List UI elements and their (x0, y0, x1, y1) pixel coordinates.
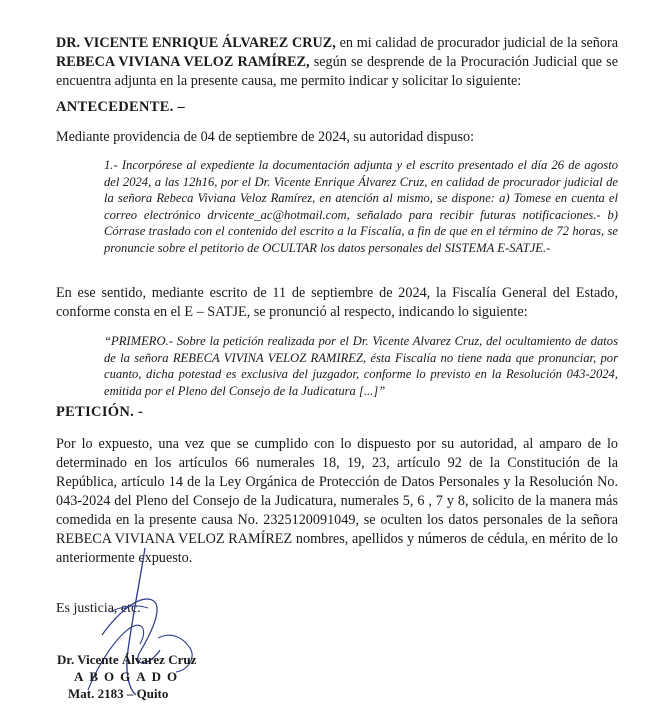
signatory-title: ABOGADO (74, 669, 184, 684)
signatory-name: Dr. Vicente Álvarez Cruz (57, 652, 197, 667)
signatory-registration: Mat. 2183 – Quito (68, 686, 169, 701)
lawyer-name: DR. VICENTE ENRIQUE ÁLVAREZ CRUZ, (56, 35, 336, 51)
peticion-heading: PETICIÓN. - (56, 404, 144, 420)
peticion-paragraph: Por lo expuesto, una vez que se cumplido con lo dispuesto por su autoridad, al amparo de lo determinado en los artículos 66 numerales 18, 19, 23, artículo 92 de la Constitución de la República, artículo 14 de la Ley Orgánica de Protección de Datos Personales y la Resolución No. 043-2024 del Pleno del Consejo de la Judicatura, numerales 5, 6 , 7 y 8, solicito de la manera más comedida en la presente causa No. 2325120091049, se oculten los datos personales de la señora REBECA VIVIANA VELOZ RAMÍREZ nombres, apellidos y números de cédula, en mérito de lo anteriormente expuesto. (56, 436, 618, 566)
intro-text-2: según se desprende de la Procuración Judicial que se encuentra adjunta en la presente causa, me permito indicar y solicitar lo siguiente: (56, 54, 618, 89)
antecedente-heading: ANTECEDENTE. – (56, 99, 186, 115)
client-name: REBECA VIVIANA VELOZ RAMÍREZ, (56, 54, 310, 70)
intro-paragraph (56, 34, 618, 91)
antecedente-paragraph-2: En ese sentido, mediante escrito de 11 de septiembre de 2024, la Fiscalía General del Estado, conforme consta en el E – SATJE, se pronunció al respecto, indicando lo siguiente: (56, 285, 618, 320)
antecedente-paragraph-1: Mediante providencia de 04 de septiembre de 2024, su autoridad dispuso: (56, 129, 475, 145)
providencia-quote: 1.- Incorpórese al expediente la documentación adjunta y el escrito presentado el día 26 de agosto del 2024, a las 12h16, por el Dr. Vicente Enrique Álvarez Cruz, en calidad de procurador judicial de la señora Rebeca Viviana Veloz Ramírez, en atención al mismo, se dispone: a) Tomese en cuenta el correo electrónico drvicente_ac@hotmail.com, señalado para recibir futuras notificaciones.- b) Córrase traslado con el contenido del escrito a la Fiscalía, a fin de que en el término de 72 horas, se pronuncie sobre el petitorio de OCULTAR los datos personales del SISTEMA E-SATJE.- (104, 158, 618, 255)
fiscalia-quote: “PRIMERO.- Sobre la petición realizada por el Dr. Vicente Alvarez Cruz, del ocultamiento de datos de la señora REBECA VIVINA VELOZ RAMIREZ, ésta Fiscalía no tiene nada que pronunciar, por cuanto, dicha potestad es exclusiva del juzgador, conforme lo previsto en la Resolución 043-2024, emitida por el Pleno del Consejo de la Judicatura [...]” (104, 334, 618, 398)
closing-text: Es justicia, etc. (56, 601, 141, 616)
intro-text-1: en mi calidad de procurador judicial de la señora (335, 35, 618, 51)
